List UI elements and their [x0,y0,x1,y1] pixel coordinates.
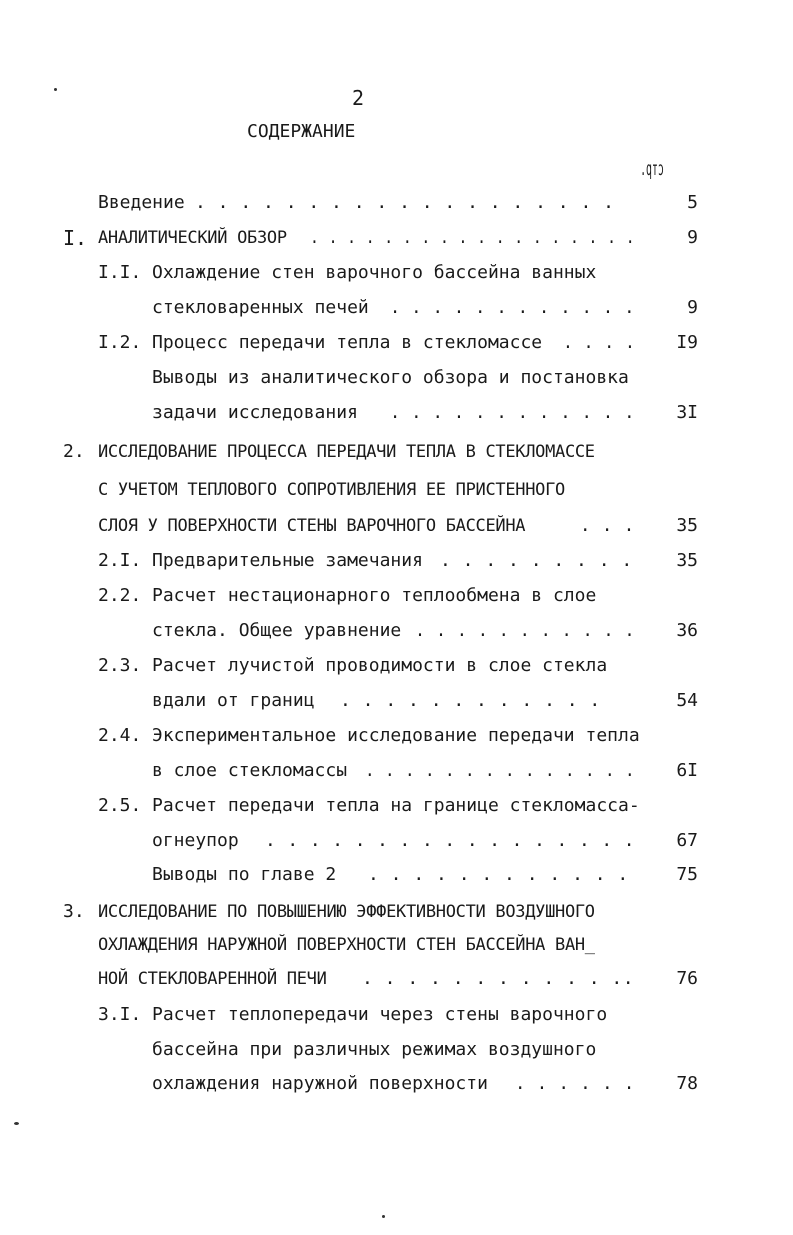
ch3-line2: ОХЛАЖДЕНИЯ НАРУЖНОЙ ПОВЕРХНОСТИ СТЕН БАССЕЙНА ВАН_ [98,935,595,955]
ch2-s2-dots: . . . . . . . . . . . [415,620,635,641]
ch1-s2-line1: Процесс передачи тепла в стекломассе [152,332,543,353]
ch1-conclusions-line1: Выводы из аналитического обзора и постановка [152,367,629,388]
ch2-page: 35 [676,515,698,536]
ch2-s4-dots: . . . . . . . . . . . . . . [365,760,635,781]
ch2-s3-dots: . . . . . . . . . . . . [340,690,601,711]
ch3-s1-number: 3.I. [98,1004,142,1025]
ch1-s2-dots: . . . . [563,332,636,353]
ch2-conclusions-line1: Выводы по главе 2 [152,864,337,885]
ch1-page: 9 [687,227,698,248]
ch2-s2-line2: стекла. Общее уравнение [152,620,402,641]
ch2-s3-page: 54 [676,690,698,711]
ch2-number: 2. [63,441,85,462]
ch2-s4-page: 6I [676,760,698,781]
ch3-s1-line2: бассейна при различных режимах воздушного [152,1039,597,1060]
ch2-s3-line1: Расчет лучистой проводимости в слое стекла [152,655,608,676]
ch2-s1-line1: Предварительные замечания [152,550,423,571]
ch3-s1-dots: . . . . . . [515,1073,635,1094]
ch1-s1-line2: стекловаренных печей [152,297,369,318]
ch3-number: 3. [63,901,85,922]
ch1-s1-number: I.I. [98,262,142,283]
ch1-s1-page: 9 [687,297,698,318]
ch2-s5-line1: Расчет передачи тепла на границе стекломасса- [152,795,640,816]
ch2-line3: СЛОЯ У ПОВЕРХНОСТИ СТЕНЫ ВАРОЧНОГО БАССЕЙНА [98,516,526,536]
ch1-s2-number: I.2. [98,332,142,353]
ch1-title: АНАЛИТИЧЕСКИЙ ОБЗОР [98,228,287,248]
ch1-conclusions-dots: . . . . . . . . . . . . [390,402,635,423]
ch1-s1-dots: . . . . . . . . . . . . [390,297,635,318]
ch2-s1-page: 35 [676,550,698,571]
intro-page: 5 [687,192,698,213]
ch2-s5-number: 2.5. [98,795,142,816]
scan-speck [14,1122,19,1125]
ch2-line1: ИССЛЕДОВАНИЕ ПРОЦЕССА ПЕРЕДАЧИ ТЕПЛА В СТЕКЛОМАССЕ [98,442,595,462]
ch2-s1-dots: . . . . . . . . . [440,550,633,571]
ch2-s1-number: 2.I. [98,550,142,571]
page-title: СОДЕРЖАНИЕ [247,121,356,142]
ch2-conclusions-dots: . . . . . . . . . . . . [368,864,629,885]
ch3-page: 76 [676,968,698,989]
ch2-line2: С УЧЕТОМ ТЕПЛОВОГО СОПРОТИВЛЕНИЯ ЕЕ ПРИСТЕННОГО [98,480,565,500]
ch3-s1-line1: Расчет теплопередачи через стены варочного [152,1004,608,1025]
intro-label: Введение [98,192,185,213]
ch3-line3: НОЙ СТЕКЛОВАРЕННОЙ ПЕЧИ [98,969,327,989]
ch2-s2-page: 36 [676,620,698,641]
ch2-s5-line2: огнеупор [152,830,239,851]
ch1-conclusions-line2: задачи исследования [152,402,358,423]
scan-speck [54,88,57,91]
ch1-dots: . . . . . . . . . . . . . . . . . . [310,227,635,248]
ch2-s4-line1: Экспериментальное исследование передачи тепла [152,725,640,746]
ch2-s5-page: 67 [676,830,698,851]
ch2-s2-number: 2.2. [98,585,142,606]
ch2-dots: . . . [580,515,635,536]
ch2-s5-dots: . . . . . . . . . . . . . . . . . [265,830,636,851]
ch2-s4-line2: в слое стекломассы [152,760,348,781]
scan-speck [382,1215,385,1218]
ch2-conclusions-page: 75 [676,864,698,885]
ch3-line1: ИССЛЕДОВАНИЕ ПО ПОВЫШЕНИЮ ЭФФЕКТИВНОСТИ ВОЗДУШНОГО [98,902,595,922]
ch3-dots: . . . . . . . . . . . .. [362,968,635,989]
ch2-s4-number: 2.4. [98,725,142,746]
ch1-conclusions-page: 3I [676,402,698,423]
intro-dots: . . . . . . . . . . . . . . . . . . . [195,192,615,213]
ch1-number: I. [63,226,88,250]
ch2-s3-line2: вдали от границ [152,690,315,711]
page-number: 2 [352,86,365,110]
ch3-s1-page: 78 [676,1073,698,1094]
ch1-s2-page: I9 [676,332,698,353]
ch2-s2-line1: Расчет нестационарного теплообмена в слое [152,585,597,606]
ch2-s3-number: 2.3. [98,655,142,676]
page-column-label: стр. [640,158,664,180]
ch3-s1-line3: охлаждения наружной поверхности [152,1073,488,1094]
ch1-s1-line1: Охлаждение стен варочного бассейна ванных [152,262,597,283]
